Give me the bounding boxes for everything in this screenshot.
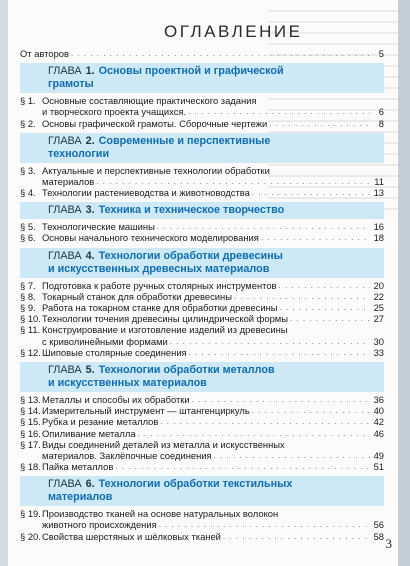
section-number: § 1. [20, 95, 36, 107]
leader-dots [157, 221, 370, 232]
leader-dots [160, 416, 370, 427]
section-number: § 6. [20, 232, 36, 244]
toc-entry[interactable] [20, 336, 384, 347]
chapter-title-line [48, 78, 384, 91]
leader-dots [261, 232, 370, 243]
chapter-title-line [48, 65, 384, 78]
toc-entry[interactable] [20, 531, 384, 542]
section-title: Свойства шерстяных и шёлковых тканей [42, 530, 221, 542]
toc-entry[interactable] [20, 450, 384, 461]
page-edge [398, 0, 410, 566]
section-page: 27 [373, 313, 384, 325]
chapter-title: Техника и техническое творчество [98, 204, 285, 217]
chapter-heading[interactable] [20, 202, 384, 219]
section-page: 6 [378, 106, 384, 118]
section-page: 22 [373, 290, 384, 302]
chapter-title: грамоты [48, 78, 94, 91]
leader-dots [96, 176, 370, 187]
leader-dots [138, 428, 370, 439]
section-number: § 10. [20, 313, 41, 325]
section-number: § 11. [20, 324, 41, 336]
chapter-title-line [48, 204, 384, 217]
chapter-label: ГЛАВА [48, 478, 82, 491]
leader-dots [290, 313, 370, 324]
section-title: материалов [42, 175, 95, 187]
chapter-title: технологии [48, 147, 110, 160]
leader-dots [188, 106, 370, 117]
leader-dots [159, 519, 370, 530]
section-title: Опиливание металла [42, 427, 136, 439]
section-title: Основы начального технического моделирования [42, 232, 259, 244]
section-page: 30 [373, 335, 384, 347]
section-page: 33 [373, 346, 384, 358]
section-title: материалов. Заклёпочные соединения [42, 449, 212, 461]
toc-entry[interactable] [20, 280, 384, 291]
section-page: 49 [373, 449, 384, 461]
page-title: ОГЛАВЛЕНИЕ [164, 22, 303, 41]
chapter-number: 4. [85, 249, 95, 262]
section-number: § 14. [20, 405, 41, 417]
leader-dots [252, 405, 370, 416]
toc-entry[interactable] [20, 461, 384, 472]
section-page: 16 [373, 221, 384, 233]
section-title: и творческого проекта учащихся. [42, 106, 187, 118]
chapter-heading[interactable] [20, 133, 384, 163]
table-of-contents [20, 48, 384, 542]
toc-entry[interactable] [20, 439, 384, 450]
toc-entry[interactable] [20, 347, 384, 358]
toc-entry[interactable] [20, 313, 384, 324]
chapter-heading[interactable] [20, 248, 384, 278]
toc-entry[interactable] [20, 165, 384, 176]
chapter-title: и искусственных древесных материалов [48, 262, 270, 275]
leader-dots [71, 48, 370, 59]
section-page: 40 [373, 405, 384, 417]
chapter-title-line [48, 250, 384, 263]
toc-entry[interactable] [20, 324, 384, 335]
section-page: 36 [373, 393, 384, 405]
leader-dots [189, 347, 370, 358]
section-title: Актуальные и перспективные технологии обработки [42, 164, 270, 176]
toc-entry[interactable] [20, 187, 384, 198]
toc-entry[interactable] [20, 176, 384, 187]
leader-dots [115, 461, 370, 472]
toc-entry[interactable] [20, 394, 384, 405]
section-title: Технологии растениеводства и животноводства [42, 187, 250, 199]
chapter-heading[interactable] [20, 476, 384, 506]
section-title: Измерительный инструмент — штангенциркуль [42, 405, 250, 417]
leader-dots [279, 302, 370, 313]
leader-dots [269, 118, 370, 129]
toc-entry[interactable] [20, 118, 384, 129]
section-number: § 3. [20, 164, 36, 176]
section-number: § 7. [20, 279, 36, 291]
section-page: 18 [373, 232, 384, 244]
toc-entry[interactable] [20, 95, 384, 106]
section-number: § 4. [20, 187, 36, 199]
chapter-number: 1. [85, 65, 95, 78]
chapter-title-line [48, 491, 384, 504]
chapter-title: Технологии обработки текстильных [98, 478, 293, 491]
section-title: Подготовка к работе ручных столярных инструментов [42, 279, 277, 291]
chapter-title-line [48, 478, 384, 491]
toc-entry[interactable] [20, 302, 384, 313]
chapter-number: 2. [85, 134, 95, 147]
section-title: животного происхождения [42, 519, 157, 531]
chapter-heading[interactable] [20, 362, 384, 392]
page-number: 3 [385, 536, 392, 551]
section-page: 8 [378, 117, 384, 129]
chapter-number: 3. [85, 204, 95, 217]
section-title: Технологии точения древесины цилиндрической формы [42, 313, 288, 325]
chapter-title: Технологии обработки древесины [98, 249, 283, 262]
section-page: 51 [373, 461, 384, 473]
chapter-title-line [48, 377, 384, 390]
leader-dots [279, 280, 370, 291]
chapter-title: Основы проектной и графической [98, 65, 284, 78]
section-page: 20 [373, 279, 384, 291]
section-page: 42 [373, 416, 384, 428]
toc-entry[interactable] [20, 233, 384, 244]
chapter-title: материалов [48, 491, 113, 504]
toc-entry[interactable] [20, 428, 384, 439]
chapter-label: ГЛАВА [48, 204, 82, 217]
toc-entry[interactable] [20, 291, 384, 302]
leader-dots [170, 336, 370, 347]
chapter-title-line [48, 364, 384, 377]
leader-dots [252, 187, 370, 198]
section-title: Виды соединений деталей из металла и искусственных [42, 438, 285, 450]
toc-intro-title: От авторов [20, 47, 69, 59]
section-number: § 18. [20, 461, 41, 473]
section-title: с криволинейными формами [42, 335, 168, 347]
section-number: § 16. [20, 427, 41, 439]
toc-entry[interactable] [20, 221, 384, 232]
chapter-number: 6. [85, 478, 95, 491]
toc-entry[interactable] [20, 520, 384, 531]
chapter-heading[interactable] [20, 63, 384, 93]
chapter-title-line [48, 263, 384, 276]
section-title: Металлы и способы их обработки [42, 393, 190, 405]
chapter-label: ГЛАВА [48, 249, 82, 262]
chapter-title: Современные и перспективные [98, 134, 271, 147]
section-number: § 8. [20, 290, 36, 302]
section-number: § 12. [20, 346, 41, 358]
section-page: 11 [374, 175, 384, 187]
section-title: Пайка металлов [42, 461, 114, 473]
section-title: Производство тканей на основе натуральных волокон [42, 508, 279, 520]
section-title: Шиповые столярные соединения [42, 346, 187, 358]
chapter-label: ГЛАВА [48, 134, 82, 147]
section-title: Основные составляющие практического задания [42, 95, 257, 107]
section-number: § 2. [20, 117, 36, 129]
book-page [8, 0, 398, 566]
chapter-title-line [48, 135, 384, 148]
section-number: § 15. [20, 416, 41, 428]
section-title: Конструирование и изготовление изделий из древесины [42, 324, 288, 336]
toc-intro-page: 5 [378, 47, 384, 59]
section-title: Технологические машины [42, 221, 155, 233]
toc-entry[interactable] [20, 508, 384, 519]
chapter-title: Технологии обработки металлов [98, 364, 275, 376]
leader-dots [234, 291, 370, 302]
section-page: 56 [373, 519, 384, 531]
section-title: Токарный станок для обработки древесины [42, 290, 232, 302]
section-page: 13 [373, 187, 384, 199]
chapter-number: 5. [85, 364, 95, 376]
toc-entry[interactable] [20, 106, 384, 117]
leader-dots [214, 450, 370, 461]
leader-dots [192, 394, 370, 405]
toc-intro[interactable] [20, 48, 384, 59]
section-number: § 20. [20, 530, 41, 542]
toc-entry[interactable] [20, 405, 384, 416]
section-number: § 5. [20, 221, 36, 233]
chapter-label: ГЛАВА [48, 364, 82, 376]
section-number: § 17. [20, 438, 41, 450]
section-title: Работа на токарном станке для обработки древесины [42, 302, 278, 314]
leader-dots [223, 531, 370, 542]
section-number: § 19. [20, 508, 41, 520]
chapter-label: ГЛАВА [48, 65, 82, 78]
section-number: § 13. [20, 393, 41, 405]
chapter-title-line [48, 148, 384, 161]
section-number: § 9. [20, 302, 36, 314]
section-title: Основы графической грамоты. Сборочные чертежи [42, 117, 268, 129]
section-page: 58 [373, 530, 384, 542]
section-page: 25 [373, 302, 384, 314]
chapter-title: и искусственных материалов [48, 377, 207, 389]
toc-entry[interactable] [20, 416, 384, 427]
section-title: Рубка и резание металлов [42, 416, 159, 428]
section-page: 46 [373, 427, 384, 439]
